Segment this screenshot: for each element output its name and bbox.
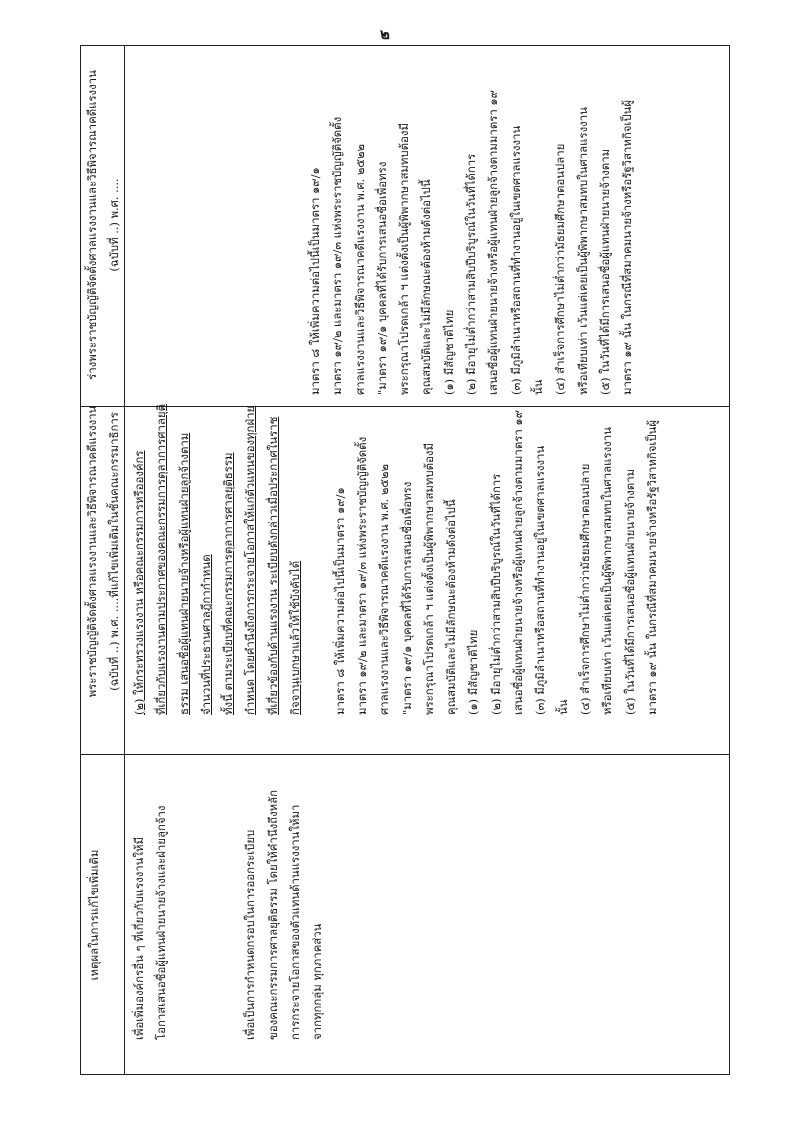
draft-line: หรือเทียบเท่า เว้นแต่เคยเป็นผู้พิพากษาสมทบในศาลแรงงาน <box>575 107 590 395</box>
amended-line: พระกรุณาโปรดเกล้า ฯ แต่งตั้งเป็นผู้พิพากษาสมทบต้องมี <box>421 443 436 715</box>
amended-line: (๓) มีภูมิลำเนาหรือสถานที่ทำงานอยู่ในเขตศาลแรงงาน <box>533 445 548 715</box>
amended-line: กำหนด โดยคำนึงถึงการกระจายโอกาสให้แก่ตัวแทนของทุกฝ่าย <box>243 405 258 715</box>
amended-text <box>128 380 663 715</box>
reason-line: จากทุกกลุ่ม ทุกภาคส่วน <box>310 923 325 1040</box>
amended-line: เสนอชื่อผู้แทนฝ่ายนายจ้างหรือผู้แทนฝ่ายลูกจ้างตามมาตรา ๑๙ <box>511 410 526 715</box>
header-amended: พระราชบัญญัติจัดตั้งศาลแรงงานและวิธีพิจารณาคดีแรงงาน (ฉบับที่ ..) พ.ศ. ....ที่แก้ไขเพิ่มเติมในชั้นคณะกรรมาธิการ <box>85 405 121 698</box>
amended-line: กิจจานุเบกษาแล้วให้ใช้บังคับได้ <box>288 560 303 715</box>
amended-line: (๔) สำเร็จการศึกษาไม่ต่ำกว่ามัธยมศึกษาตอนปลาย <box>577 463 592 715</box>
header-draft: ร่างพระราชบัญญัติจัดตั้งศาลแรงงานและวิธีพิจารณาคดีแรงงาน (ฉบับที่ ..) พ.ศ. .... <box>85 70 121 380</box>
draft-line: พระกรุณาโปรดเกล้า ฯ แต่งตั้งเป็นผู้พิพากษาสมทบต้องมี <box>397 123 412 395</box>
draft-line: ศาลแรงงานและวิธีพิจารณาคดีแรงงาน พ.ศ. ๒๕๒๒ <box>352 144 367 395</box>
draft-line: มาตรา ๘ ให้เพิ่มความต่อไปนี้เป็นมาตรา ๑๙/๑ <box>308 167 322 395</box>
draft-line: คุณสมบัติและไม่มีลักษณะต้องห้ามดังต่อไปนี้ <box>419 179 434 395</box>
reason-line: โอกาสเสนอชื่อผู้แทนฝ่ายนายจ้างและฝ่ายลูกจ้าง <box>154 805 169 1040</box>
draft-text <box>304 50 638 395</box>
amended-line: "มาตรา ๑๙/๑ บุคคลที่ได้รับการเสนอชื่อเพื่อทรง <box>399 481 414 715</box>
draft-line: (๓) มีภูมิลำเนาหรือสถานที่ทำงานอยู่ในเขตศาลแรงงาน <box>508 125 523 395</box>
draft-line: (๔) สำเร็จการศึกษาไม่ต่ำกว่ามัธยมศึกษาตอนปลาย <box>553 143 568 395</box>
amended-line: ธรรม เสนอชื่อผู้แทนฝ่ายนายจ้างหรือผู้แทนฝ่ายลูกจ้างตาม <box>176 432 191 715</box>
reason-line: เพื่อเป็นการกำหนดกรอบในการออกระเบียบ <box>243 829 258 1040</box>
reason-line: ของคณะกรรมการศาลยุติธรรม โดยให้คำนึงถึงหลัก <box>265 789 280 1040</box>
draft-line: (๕) ในวันที่ได้มีการเสนอชื่อผู้แทนฝ่ายนายจ้างตาม <box>597 148 612 395</box>
amended-line: ทั้งนี้ ตามระเบียบที่คณะกรรมการตุลาการศาลยุติธรรม <box>221 452 236 715</box>
reason-text <box>128 710 329 1040</box>
draft-line: (๒) มีอายุไม่ต่ำกว่าสามสิบปีบริบูรณ์ในวันที่ได้การ <box>464 153 479 395</box>
amended-line: (๒) มีอายุไม่ต่ำกว่าสามสิบปีบริบูรณ์ในวันที่ได้การ <box>488 473 503 715</box>
amended-line: ที่เกี่ยวกับแรงงานตามประกาศของคณะกรรมการตุลาการศาลยุติ <box>154 404 169 715</box>
reason-line: เพื่อเพิ่มองค์กรอื่น ๆ ที่เกี่ยวกับแรงงานให้มี <box>132 836 146 1040</box>
draft-line: มาตรา ๑๙ นั้น ในกรณีที่สมาคมนายจ้างหรือรัฐวิสาหกิจเป็นผู้ <box>620 99 635 395</box>
amended-line: (๑) มีสัญชาติไทย <box>466 629 481 715</box>
amended-line: หรือเทียบเท่า เว้นแต่เคยเป็นผู้พิพากษาสมทบในศาลแรงงาน <box>600 427 615 715</box>
reason-line <box>173 710 195 1040</box>
page-number: ๒ <box>380 25 390 43</box>
amended-line: ที่เกี่ยวข้องกับด้านแรงงาน ระเบียบดังกล่าวเมื่อประกาศในราช <box>265 416 280 715</box>
amended-line: มาตรา ๑๙/๒ และมาตรา ๑๙/๓ แห่งพระราชบัญญัติจัดตั้ง <box>354 436 369 715</box>
amended-line: (๕) ในวันที่ได้มีการเสนอชื่อผู้แทนฝ่ายนายจ้างตาม <box>622 468 637 715</box>
draft-line: "มาตรา ๑๙/๑ บุคคลที่ได้รับการเสนอชื่อเพื่อทรง <box>374 161 389 395</box>
amended-line: มาตรา ๘ ให้เพิ่มความต่อไปนี้เป็นมาตรา ๑๙/๑ <box>332 487 347 715</box>
amended-line: จำนวนที่ประธานศาลฎีกากำหนด <box>198 554 213 715</box>
amended-line: นั้น <box>555 699 570 715</box>
draft-line: เสนอชื่อผู้แทนฝ่ายนายจ้างหรือผู้แทนฝ่ายลูกจ้างตามมาตรา ๑๙ <box>486 90 501 395</box>
header-reason: เหตุผลในการแก้ไขเพิ่มเติม <box>87 849 101 981</box>
amended-line: (๒) ให้กระทรวงแรงงาน หรือคณะกรรมการหรือองค์กร <box>132 450 146 715</box>
amended-line <box>306 380 328 715</box>
amended-line: ศาลแรงงานและวิธีพิจารณาคดีแรงงาน พ.ศ. ๒๕๒๒ <box>377 464 392 715</box>
reason-line: การกระจายโอกาสของตัวแทนด้านแรงงานให้มา <box>288 804 303 1040</box>
draft-line: นั้น <box>530 379 545 395</box>
reason-line <box>217 710 239 1040</box>
amended-line: คุณสมบัติและไม่มีลักษณะต้องห้ามดังต่อไปนี้ <box>444 499 459 715</box>
draft-line: (๑) มีสัญชาติไทย <box>441 309 456 395</box>
draft-line: มาตรา ๑๙/๒ และมาตรา ๑๙/๓ แห่งพระราชบัญญัติจัดตั้ง <box>330 116 345 395</box>
reason-line <box>195 710 217 1040</box>
amended-line: มาตรา ๑๙ นั้น ในกรณีที่สมาคมนายจ้างหรือรัฐวิสาหกิจเป็นผู้ <box>644 419 659 715</box>
